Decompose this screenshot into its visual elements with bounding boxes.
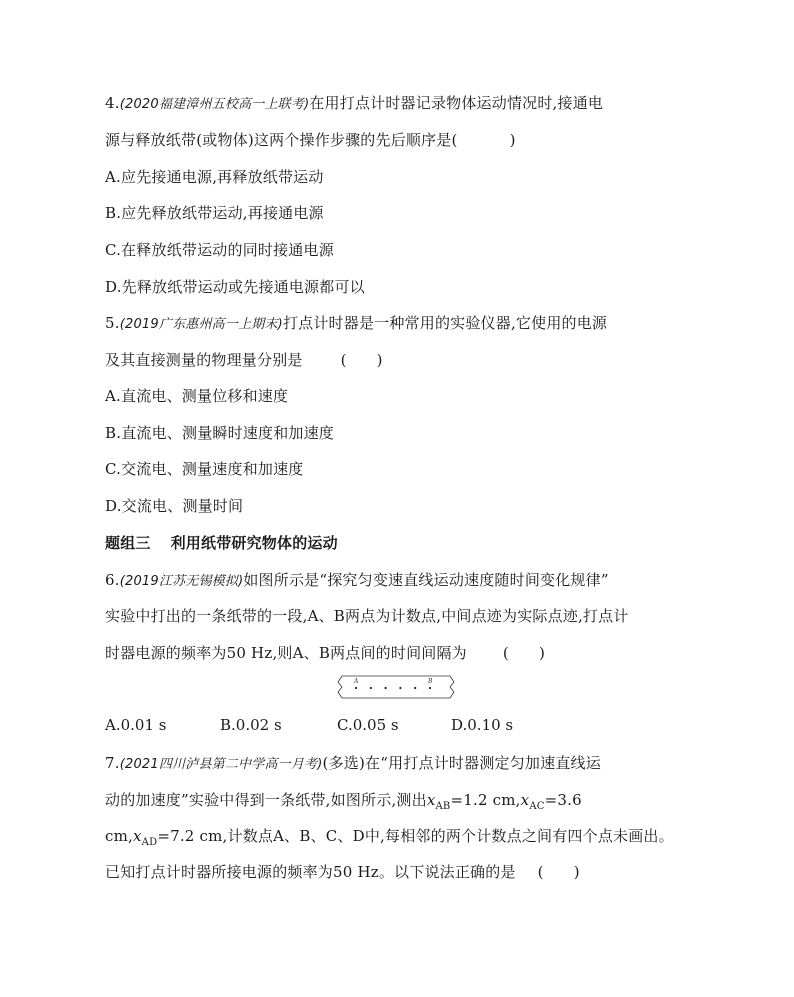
q6-stem-line-3 [105,643,545,663]
q4-stem-text-1: 在用打点计时器记录物体运动情况时,接通电 [309,94,604,112]
q7-stem-line-4 [105,862,580,882]
q5-stem-text-1: 打点计时器是一种常用的实验仪器,它使用的电源 [282,314,608,332]
q4-source: (2020福建漳州五校高一上联考) [119,97,310,112]
q6-option-d: D.0.10 s [451,716,514,734]
paper-tape-figure [336,672,456,702]
q7-answer-paren-open: ( [537,863,544,881]
q5-answer-paren-open: ( [340,351,347,369]
q5-answer-paren-close: ) [376,351,383,369]
tape-label-b: B [428,678,433,685]
q6-source: (2019江苏无锡模拟) [119,574,244,589]
tape-dot [414,687,416,689]
q4-option-b: B.应先释放纸带运动,再接通电源 [105,204,324,222]
q7-x-ad-symbol: x [133,827,142,845]
section-heading [105,533,338,553]
q7-stem-text-4: 已知打点计时器所接电源的频率为50 Hz。以下说法正确的是 [105,863,516,881]
q5-option-a: A.直流电、测量位移和速度 [105,387,289,405]
q4-option-a: A.应先接通电源,再释放纸带运动 [105,168,324,186]
q7-stem-text-3a: cm, [105,827,133,845]
q4-stem-line-1 [105,93,603,115]
q7-x-ab-sub: AB [435,801,451,812]
section-label: 题组三 [105,534,151,552]
q7-stem-line-3 [105,826,674,853]
q6-stem-line-1 [105,570,609,592]
tape-dot [399,687,401,689]
q4-answer-paren-open: ( [451,131,458,149]
q5-stem-text-2: 及其直接测量的物理量分别是 [105,351,303,369]
q6-answer-paren-close: ) [538,644,545,662]
q6-stem-line-2: 实验中打出的一条纸带的一段,A、B两点为计数点,中间点迹为实际点迹,打点计 [105,607,629,625]
q6-option-c: C.0.05 s [337,716,399,734]
q7-x-ac-sub: AC [529,801,545,812]
tape-dot [355,687,357,689]
q6-option-a: A.0.01 s [105,716,167,734]
q7-x-ab-value: =1.2 cm, [450,791,521,809]
q4-stem-text-2: 源与释放纸带(或物体)这两个操作步骤的先后顺序是 [105,131,452,149]
q7-stem-text-1: (多选)在“用打点计时器测定匀加速直线运 [322,754,601,772]
q7-x-ab-symbol: x [426,791,436,809]
q5-source: (2019广东惠州高一上期末) [119,317,283,332]
tape-dot [370,687,372,689]
q5-option-c: C.交流电、测量速度和加速度 [105,460,304,478]
q7-stem-line-2 [105,790,582,817]
q7-number: 7. [105,754,120,772]
q6-options [105,716,665,736]
q4-number: 4. [105,94,120,112]
q4-option-d: D.先释放纸带运动或先接通电源都可以 [105,278,365,296]
q7-x-ac-value: =3.6 [544,791,582,809]
q5-number: 5. [105,314,120,332]
q7-stem-text-3b: =7.2 cm,计数点A、B、C、D中,每相邻的两个计数点之间有四个点未画出。 [157,827,674,845]
q4-stem-line-2 [105,130,516,150]
q6-stem-text-3: 时器电源的频率为50 Hz,则A、B两点间的时间间隔为 [105,644,467,662]
q7-source: (2021四川泸县第二中学高一月考) [119,757,323,772]
q6-answer-paren-open: ( [502,644,509,662]
section-title: 利用纸带研究物体的运动 [170,534,338,552]
tape-label-a: A [354,678,359,685]
q7-x-ac-symbol: x [520,791,530,809]
q7-x-ad-sub: AD [141,837,158,848]
q5-stem-line-1 [105,313,607,335]
tape-dot [429,687,431,689]
q5-option-b: B.直流电、测量瞬时速度和加速度 [105,424,334,442]
q6-option-b: B.0.02 s [220,716,282,734]
q7-answer-paren-close: ) [573,863,580,881]
q4-answer-paren-close: ) [509,131,516,149]
q4-option-c: C.在释放纸带运动的同时接通电源 [105,241,334,259]
q5-stem-line-2 [105,350,383,370]
q5-option-d: D.交流电、测量时间 [105,497,244,515]
tape-dot [385,687,387,689]
q6-number: 6. [105,571,120,589]
q6-stem-text-1: 如图所示是“探究匀变速直线运动速度随时间变化规律” [243,571,609,589]
q7-stem-line-1 [105,753,601,775]
q7-stem-text-2: 动的加速度”实验中得到一条纸带,如图所示,测出 [105,791,427,809]
